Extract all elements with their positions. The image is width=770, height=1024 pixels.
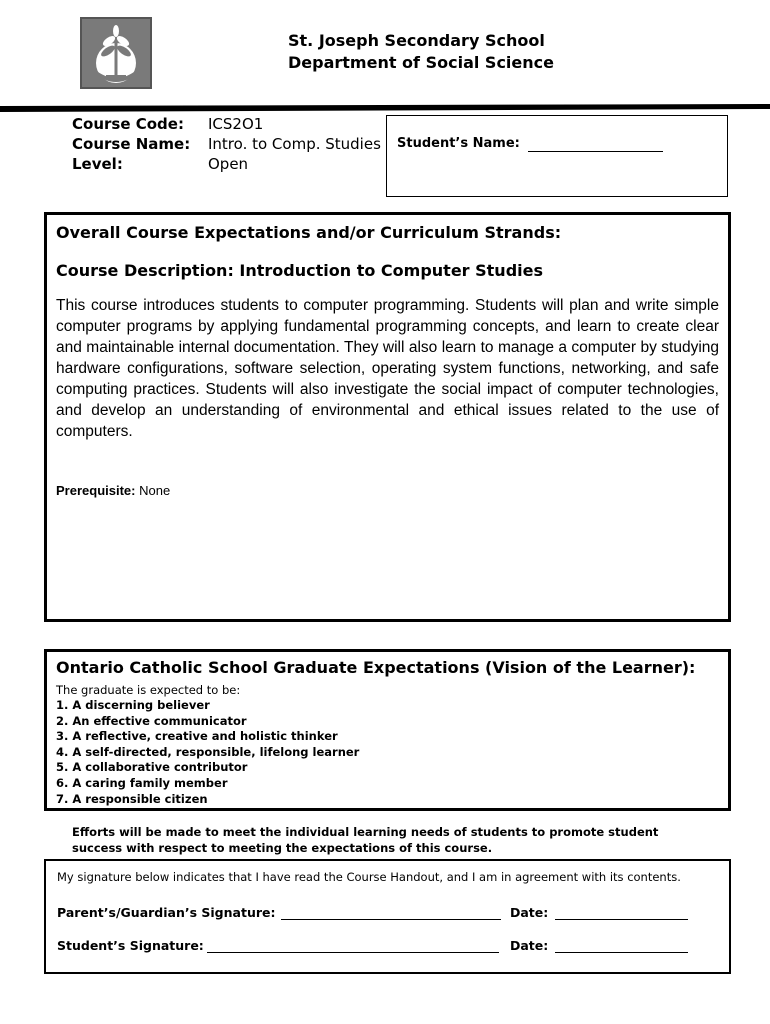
parent-signature-field[interactable] [281, 919, 501, 920]
list-item: 6. A caring family member [56, 775, 228, 790]
signature-intro: My signature below indicates that I have read the Course Handout, and I am in agreement with its contents. [57, 870, 681, 884]
graduate-expectations-box [44, 649, 731, 811]
level-label: Level: [72, 155, 123, 173]
school-logo [80, 17, 152, 89]
level-value: Open [208, 155, 249, 173]
parent-date-field[interactable] [555, 919, 688, 920]
graduate-expectations-intro: The graduate is expected to be: [56, 683, 241, 697]
efforts-note: Efforts will be made to meet the individual learning needs of students to promote student success with respect to meeting the expectations of this course. [72, 825, 659, 855]
parent-date-label: Date: [510, 905, 549, 920]
list-item: 5. A collaborative contributor [56, 760, 248, 775]
school-name: St. Joseph Secondary School [288, 31, 545, 50]
student-signature-label: Student’s Signature: [57, 938, 204, 953]
student-date-label: Date: [510, 938, 549, 953]
student-date-field[interactable] [555, 952, 688, 953]
graduate-expectations-heading: Ontario Catholic School Graduate Expectations (Vision of the Learner): [56, 658, 696, 677]
expectations-heading: Overall Course Expectations and/or Curriculum Strands: [56, 223, 562, 242]
list-item: 2. An effective communicator [56, 713, 247, 728]
course-name-label: Course Name: [72, 135, 191, 153]
course-description-heading: Course Description: Introduction to Computer Studies [56, 261, 543, 280]
list-item: 3. A reflective, creative and holistic thinker [56, 729, 338, 744]
list-item: 1. A discerning believer [56, 698, 210, 712]
course-code-label: Course Code: [72, 115, 184, 133]
header-divider [0, 97, 770, 105]
course-description-text: This course introduces students to computer programming. Students will plan and write simple computer programs by applying fundamental programming concepts, and learn to create clear and maintainable internal documentation. They will also learn to manage a computer by studying hardware configurations, software selection, operating system functions, networking, and safe computing practices. Students will also investigate the social impact of computer technologies, and develop an understanding of environmental and ethical issues related to the use of computers. [56, 297, 719, 440]
student-name-field[interactable] [528, 151, 663, 152]
course-expectations-box [44, 212, 731, 622]
course-name-value: Intro. to Comp. Studies [208, 135, 381, 153]
department-name: Department of Social Science [288, 53, 554, 72]
student-signature-field[interactable] [207, 952, 499, 953]
signature-box [44, 859, 731, 974]
list-item: 4. A self-directed, responsible, lifelong learner [56, 744, 360, 759]
student-name-box [386, 115, 728, 197]
prerequisite [56, 483, 170, 498]
school-header [288, 30, 554, 74]
parent-signature-label: Parent’s/Guardian’s Signature: [57, 905, 276, 920]
prerequisite-label: Prerequisite: [56, 483, 136, 498]
graduate-expectations-list [56, 698, 359, 807]
prerequisite-value: None [139, 483, 171, 498]
student-name-label: Student’s Name: [397, 136, 520, 151]
list-item: 7. A responsible citizen [56, 791, 208, 806]
course-code-value: ICS2O1 [208, 115, 264, 133]
